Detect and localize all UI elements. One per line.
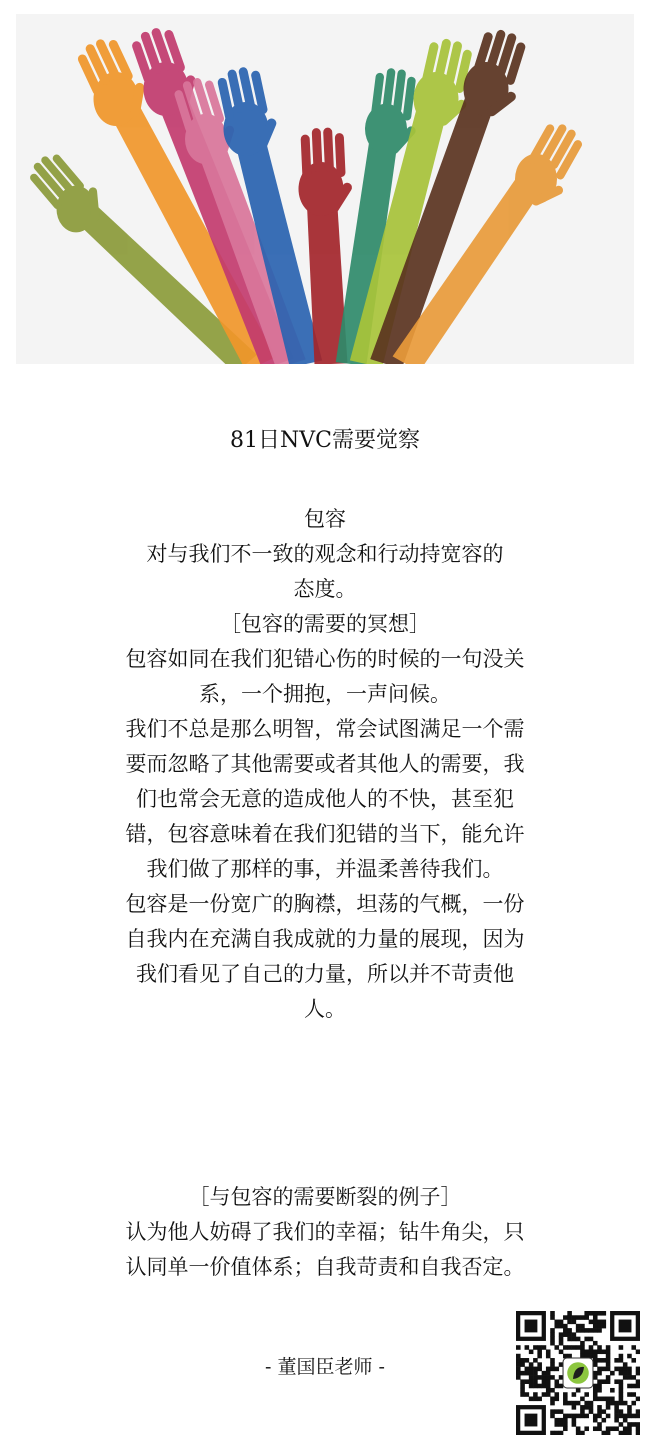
body-line: 要而忽略了其他需要或者其他人的需要，我 — [125, 752, 525, 776]
body-line: 我们看见了自己的力量，所以并不苛责他 — [136, 962, 514, 986]
article-body-examples — [0, 1180, 650, 1285]
body-line: 认同单一价值体系；自我苛责和自我否定。 — [125, 1255, 525, 1279]
body-line: 包容 — [304, 507, 346, 531]
body-line: 认为他人妨碍了我们的幸福；钻牛角尖，只 — [125, 1220, 525, 1244]
raised-hands-image — [16, 14, 634, 364]
qr-code[interactable] — [516, 1311, 640, 1435]
body-line: 我们不总是那么明智，常会试图满足一个需 — [125, 717, 525, 741]
body-line: 态度。 — [293, 577, 357, 601]
body-line: 错，包容意味着在我们犯错的当下，能允许 — [125, 822, 525, 846]
article-body-main — [0, 502, 650, 1027]
body-line: 自我内在充满自我成就的力量的展现，因为 — [125, 927, 525, 951]
body-line: 包容是一份宽广的胸襟，坦荡的气概，一份 — [125, 892, 525, 916]
body-line: 系，一个拥抱，一声问候。 — [199, 682, 451, 706]
body-line: 包容如同在我们犯错心伤的时候的一句没关 — [125, 647, 525, 671]
body-line: ［与包容的需要断裂的例子］ — [188, 1185, 462, 1209]
hero-image — [16, 14, 634, 364]
article-title: 81日NVC需要觉察 — [230, 428, 420, 453]
body-line: 我们做了那样的事，并温柔善待我们。 — [146, 857, 504, 881]
body-line: 对与我们不一致的观念和行动持宽容的 — [146, 542, 504, 566]
body-line: 们也常会无意的造成他人的不快，甚至犯 — [136, 787, 514, 811]
qr-code-icon — [516, 1311, 640, 1435]
body-line: 人。 — [304, 997, 346, 1021]
body-line: ［包容的需要的冥想］ — [220, 612, 430, 636]
author-signature: - 董国臣老师 - — [265, 1356, 385, 1378]
